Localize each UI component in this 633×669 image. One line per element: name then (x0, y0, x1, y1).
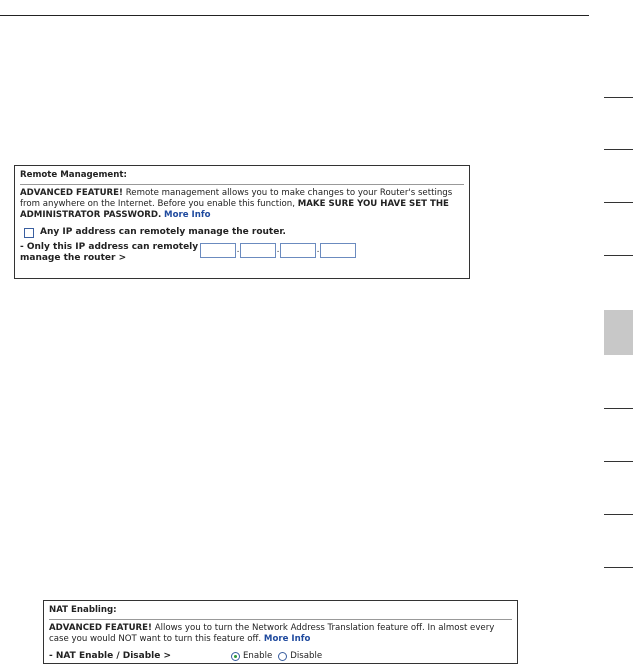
more-info-link[interactable]: More Info (263, 634, 311, 644)
nat-disable-radio[interactable] (278, 652, 287, 661)
ip-octet-4-input[interactable] (320, 243, 356, 258)
nat-enable-label[interactable]: Enable (243, 651, 273, 661)
description-text: Remote management allows you to make changes to your Router's settings from anywhere on the Internet. Before you enable this function, (20, 188, 453, 209)
section-tab-2[interactable] (604, 149, 633, 150)
any-ip-row (20, 227, 464, 238)
nat-toggle-row (49, 651, 512, 662)
ip-dot: . (276, 245, 280, 255)
panel-divider (49, 619, 512, 620)
section-tab-8[interactable] (604, 514, 633, 515)
only-ip-label: - Only this IP address can remotely manage the router > (20, 242, 199, 263)
nat-description (49, 623, 512, 645)
section-tab-6[interactable] (604, 408, 633, 409)
remote-management-description (20, 188, 464, 221)
ip-octet-3-input[interactable] (280, 243, 316, 258)
section-tab-4[interactable] (604, 255, 633, 256)
section-tab-3[interactable] (604, 202, 633, 203)
section-tab-1[interactable] (604, 97, 633, 98)
section-tab-9[interactable] (604, 567, 633, 568)
top-rule (0, 15, 589, 16)
any-ip-checkbox[interactable] (24, 228, 34, 238)
section-tab-7[interactable] (604, 461, 633, 462)
ip-octet-2-input[interactable] (240, 243, 276, 258)
only-ip-row (20, 242, 464, 264)
ip-dot: . (236, 245, 240, 255)
password-warning: MAKE SURE YOU HAVE SET THE ADMINISTRATOR PASSWORD. (20, 199, 449, 220)
section-tab-active[interactable] (604, 310, 633, 355)
ip-dot: . (316, 245, 320, 255)
nat-enable-radio[interactable] (231, 652, 240, 661)
remote-management-panel (14, 165, 470, 279)
advanced-feature-label: ADVANCED FEATURE! (49, 623, 152, 633)
remote-management-heading: Remote Management: (20, 170, 127, 180)
more-info-link[interactable]: More Info (164, 210, 211, 220)
nat-enabling-panel (43, 600, 518, 664)
nat-description-text: Allows you to turn the Network Address Translation feature off. In almost every case you would NOT want to turn this feature off. (49, 623, 495, 644)
any-ip-label: Any IP address can remotely manage the router. (40, 227, 286, 237)
ip-address-fields (200, 243, 356, 258)
ip-octet-1-input[interactable] (200, 243, 236, 258)
nat-disable-label[interactable]: Disable (290, 651, 323, 661)
nat-heading: NAT Enabling: (49, 605, 117, 615)
advanced-feature-label: ADVANCED FEATURE! (20, 188, 123, 198)
panel-divider (20, 184, 464, 185)
nat-toggle-label: - NAT Enable / Disable > (49, 651, 172, 661)
